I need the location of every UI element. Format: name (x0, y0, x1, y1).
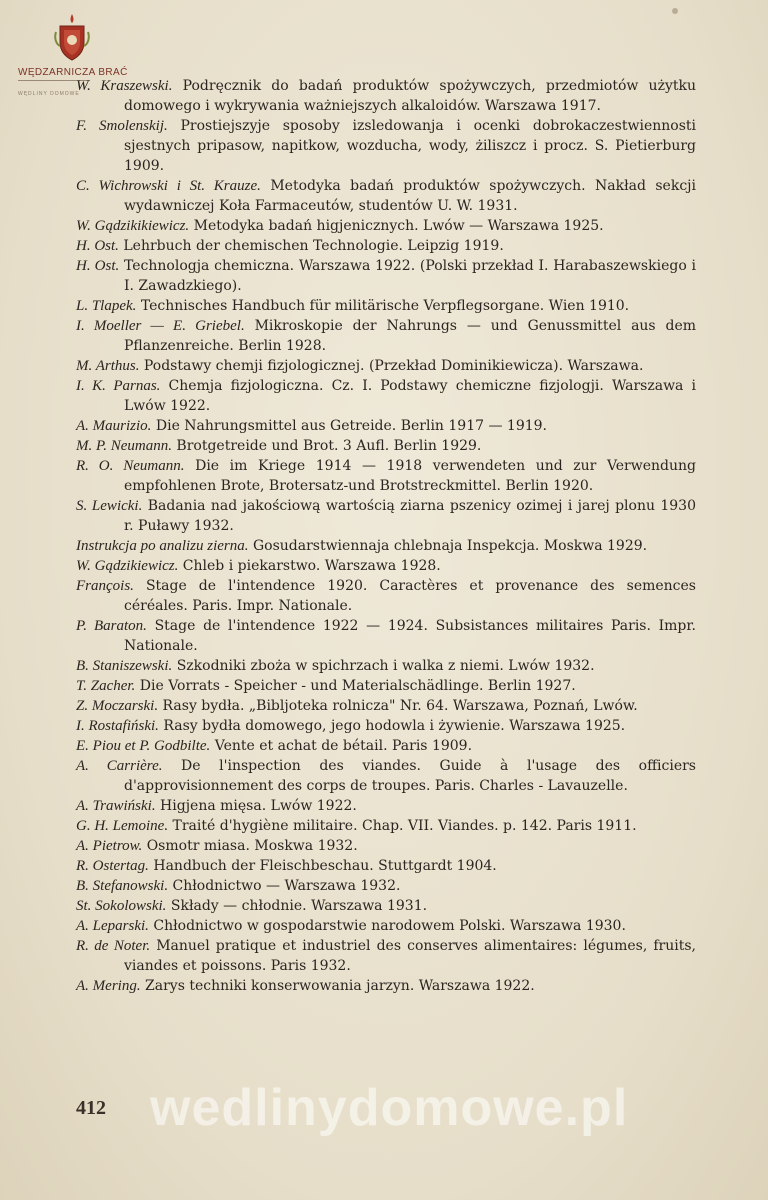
entry-text: Manuel pratique et industriel des conserves alimentaires: légumes, fruits, viandes et poissons. Paris 1932. (124, 938, 696, 974)
bibliography-entry (76, 616, 696, 656)
entry-text: Handbuch der Fleischbeschau. Stuttgardt 1904. (148, 858, 497, 874)
bibliography-entry (76, 356, 696, 376)
bibliography-entry (76, 76, 696, 116)
entry-text: Szkodniki zboża w spichrzach i walka z niemi. Lwów 1932. (172, 658, 595, 674)
watermark: wedlinydomowe.pl (150, 1079, 629, 1137)
entry-text: Lehrbuch der chemischen Technologie. Leipzig 1919. (118, 238, 504, 254)
entry-author: A. Mering. (76, 978, 141, 994)
bibliography-entry (76, 976, 696, 996)
entry-author: A. Pietrow. (76, 838, 143, 854)
entry-text: Technologja chemiczna. Warszawa 1922. (Polski przekład I. Harabaszewskiego i I. Zawadzkiego). (119, 258, 696, 294)
entry-text: Rasy bydła domowego, jego hodowla i żywienie. Warszawa 1925. (158, 718, 626, 734)
bibliography-entry (76, 896, 696, 916)
entry-author: Instrukcja po analizu zierna. (76, 538, 249, 554)
crest-icon (52, 12, 92, 62)
entry-author: W. Kraszewski. (76, 78, 173, 94)
entry-author: E. Piou et P. Godbilte. (76, 738, 211, 754)
entry-author: I. K. Parnas. (76, 378, 161, 394)
entry-author: I. Moeller — E. Griebel. (76, 318, 245, 334)
entry-author: R. de Noter. (76, 938, 151, 954)
entry-author: R. Ostertag. (76, 858, 149, 874)
entry-text: Technisches Handbuch für militärische Verpflegsorgane. Wien 1910. (136, 298, 630, 314)
logo-name: WĘDZARNICZA BRAĆ (18, 67, 128, 78)
entry-text: Die im Kriege 1914 — 1918 verwendeten und zur Verwendung empfohlenen Brote, Brotersatz-und Brotstreckmittel. Berlin 1920. (124, 458, 696, 494)
bibliography-entry (76, 456, 696, 496)
entry-text: Prostiejszyje sposoby izsledowanja i ocenki dobrokaczestwiennosti sjestnych pripasow, napitkow, wozducha, wody, żiliszcz i procz. S. Pietierburg 1909. (124, 118, 696, 174)
entry-text: Die Nahrungsmittel aus Getreide. Berlin 1917 — 1919. (151, 418, 548, 434)
bibliography-entry (76, 556, 696, 576)
entry-author: P. Baraton. (76, 618, 147, 634)
entry-text: Vente et achat de bétail. Paris 1909. (210, 738, 473, 754)
entry-text: Składy — chłodnie. Warszawa 1931. (166, 898, 428, 914)
entry-author: C. Wichrowski i St. Krauze. (76, 178, 261, 194)
entry-text: Die Vorrats - Speicher - und Materialschädlinge. Berlin 1927. (135, 678, 576, 694)
bibliography-entry (76, 856, 696, 876)
entry-text: Mikroskopie der Nahrungs — und Genussmittel aus dem Pflanzenreiche. Berlin 1928. (124, 318, 696, 354)
bibliography-entry (76, 256, 696, 296)
bibliography-entry (76, 416, 696, 436)
entry-author: B. Staniszewski. (76, 658, 173, 674)
entry-author: G. H. Lemoine. (76, 818, 169, 834)
entry-text: Chleb i piekarstwo. Warszawa 1928. (178, 558, 441, 574)
entry-author: M. P. Neumann. (76, 438, 172, 454)
bibliography-entry (76, 436, 696, 456)
entry-author: A. Trawiński. (76, 798, 156, 814)
bibliography-entry (76, 716, 696, 736)
entry-text: Badania nad jakościową wartością ziarna pszenicy ozimej i jarej plonu 1930 r. Puławy 1932. (124, 498, 696, 534)
bibliography-entry (76, 496, 696, 536)
entry-author: A. Maurizio. (76, 418, 152, 434)
bibliography-entry (76, 116, 696, 176)
bibliography-entry (76, 536, 696, 556)
entry-text: Higjena mięsa. Lwów 1922. (155, 798, 357, 814)
entry-author: H. Ost. (76, 238, 119, 254)
entry-author: T. Zacher. (76, 678, 136, 694)
entry-author: L. Tlapek. (76, 298, 137, 314)
bibliography-entry (76, 916, 696, 936)
entry-author: Z. Moczarski. (76, 698, 159, 714)
entry-text: Gosudarstwiennaja chlebnaja Inspekcja. Moskwa 1929. (248, 538, 648, 554)
entry-author: A. Carrière. (76, 758, 163, 774)
entry-text: Podstawy chemji fizjologicznej. (Przekład Dominikiewicza). Warszawa. (139, 358, 644, 374)
entry-text: De l'inspection des viandes. Guide à l'usage des officiers d'approvisionnement des corps de troupes. Paris. Charles - Lavauzelle. (124, 758, 696, 794)
bibliography-entry (76, 836, 696, 856)
entry-author: M. Arthus. (76, 358, 140, 374)
paper-stain (672, 8, 678, 14)
bibliography-entry (76, 756, 696, 796)
bibliography-list (76, 76, 696, 996)
logo-subtitle: WĘDLINY DOMOWE (18, 91, 80, 97)
entry-text: Osmotr miasa. Moskwa 1932. (142, 838, 358, 854)
bibliography-entry (76, 676, 696, 696)
entry-author: François. (76, 578, 134, 594)
entry-author: W. Gądzikiewicz. (76, 558, 179, 574)
page-number: 412 (76, 1097, 106, 1119)
bibliography-entry (76, 936, 696, 976)
bibliography-entry (76, 656, 696, 676)
bibliography-entry (76, 696, 696, 716)
entry-text: Traité d'hygiène militaire. Chap. VII. Viandes. p. 142. Paris 1911. (168, 818, 637, 834)
bibliography-entry (76, 576, 696, 616)
bibliography-entry (76, 236, 696, 256)
bibliography-entry (76, 296, 696, 316)
bibliography-entry (76, 876, 696, 896)
bibliography-entry (76, 176, 696, 216)
entry-text: Brotgetreide und Brot. 3 Aufl. Berlin 1929. (171, 438, 482, 454)
entry-text: Chłodnictwo — Warszawa 1932. (168, 878, 401, 894)
bibliography-entry (76, 736, 696, 756)
entry-text: Stage de l'intendence 1920. Caractères et provenance des semences céréales. Paris. Impr. Nationale. (124, 578, 696, 614)
entry-author: R. O. Neumann. (76, 458, 185, 474)
entry-text: Metodyka badań produktów spożywczych. Nakład sekcji wydawniczej Koła Farmaceutów, studentów U. W. 1931. (124, 178, 696, 214)
entry-author: St. Sokolowski. (76, 898, 167, 914)
entry-author: B. Stefanowski. (76, 878, 169, 894)
bibliography-entry (76, 796, 696, 816)
entry-text: Chłodnictwo w gospodarstwie narodowem Polski. Warszawa 1930. (148, 918, 626, 934)
bibliography-entry (76, 316, 696, 356)
entry-author: A. Leparski. (76, 918, 149, 934)
entry-text: Metodyka badań higjenicznych. Lwów — Warszawa 1925. (189, 218, 604, 234)
entry-author: W. Gądzikikiewicz. (76, 218, 190, 234)
entry-text: Chemja fizjologiczna. Cz. I. Podstawy chemiczne fizjologji. Warszawa i Lwów 1922. (124, 378, 696, 414)
entry-author: I. Rostafiński. (76, 718, 159, 734)
bibliography-entry (76, 216, 696, 236)
entry-text: Rasy bydła. „Bibljoteka rolnicza" Nr. 64. Warszawa, Poznań, Lwów. (158, 698, 638, 714)
entry-author: S. Lewicki. (76, 498, 143, 514)
bibliography-entry (76, 816, 696, 836)
bibliography-entry (76, 376, 696, 416)
entry-text: Zarys techniki konserwowania jarzyn. Warszawa 1922. (140, 978, 535, 994)
entry-author: H. Ost. (76, 258, 120, 274)
entry-text: Stage de l'intendence 1922 — 1924. Subsistances militaires Paris. Impr. Nationale. (124, 618, 696, 654)
entry-author: F. Smolenskij. (76, 118, 168, 134)
entry-text: Podręcznik do badań produktów spożywczych, przedmiotów użytku domowego i wykrywania ważniejszych alkaloidów. Warszawa 1917. (124, 78, 696, 114)
